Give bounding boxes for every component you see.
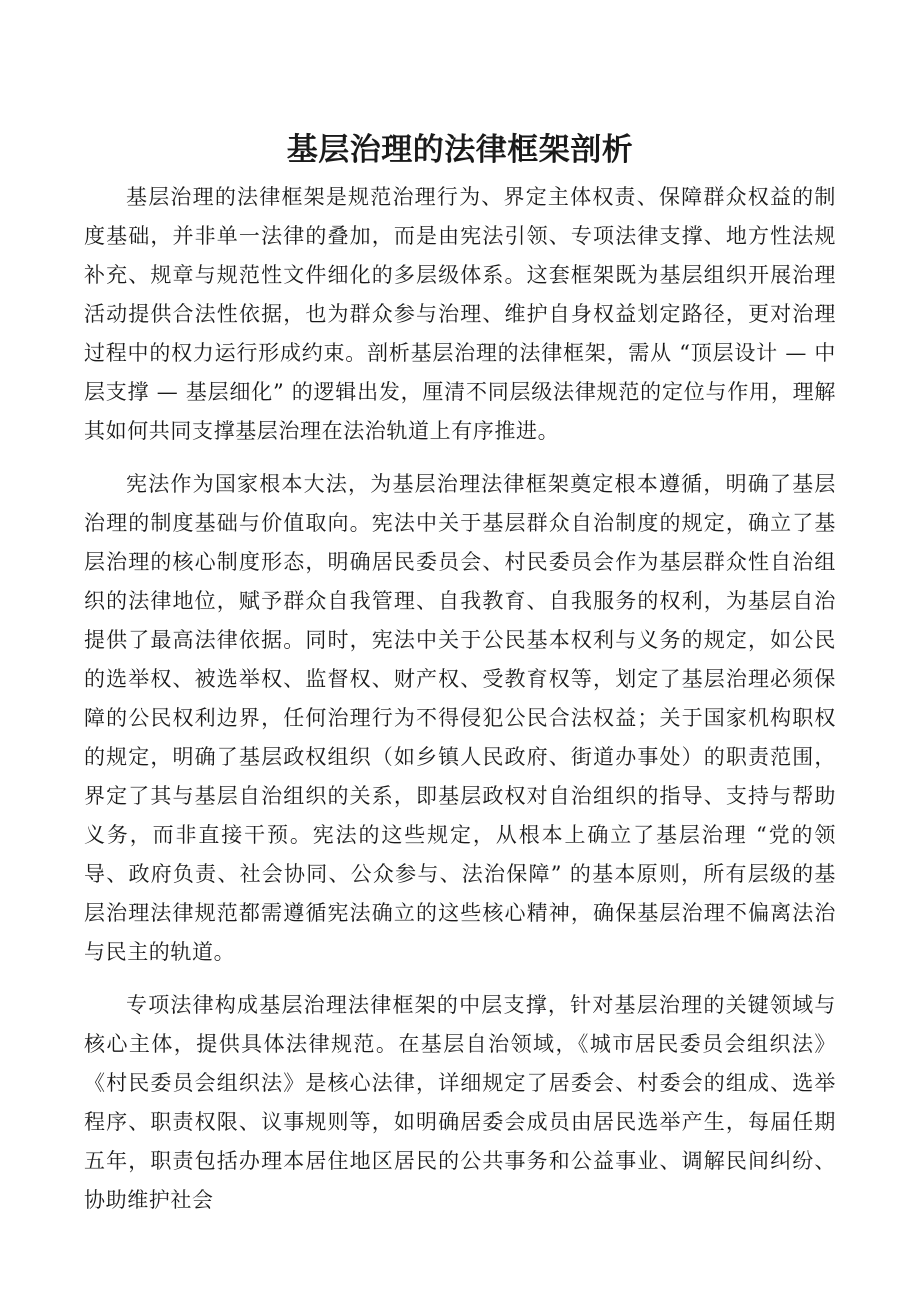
paragraph-constitution: 宪法作为国家根本大法，为基层治理法律框架奠定根本遵循，明确了基层治理的制度基础与价值取向。宪法中关于基层群众自治制度的规定，确立了基层治理的核心制度形态，明确居民委员会、村民委员会作为基层群众性自治组织的法律地位，赋予群众自我管理、自我教育、自我服务的权利，为基层自治提供了最高法律依据。同时，宪法中关于公民基本权利与义务的规定，如公民的选举权、被选举权、监督权、财产权、受教育权等，划定了基层治理必须保障的公民权利边界，任何治理行为不得侵犯公民合法权益；关于国家机构职权的规定，明确了基层政权组织（如乡镇人民政府、街道办事处）的职责范围，界定了其与基层自治组织的关系，即基层政权对自治组织的指导、支持与帮助义务，而非直接干预。宪法的这些规定，从根本上确立了基层治理 “党的领导、政府负责、社会协同、公众参与、法治保障” 的基本原则，所有层级的基层治理法律规范都需遵循宪法确立的这些核心精神，确保基层治理不偏离法治与民主的轨道。 bbox=[84, 472, 836, 964]
document-page bbox=[84, 128, 836, 1234]
paragraph-intro: 基层治理的法律框架是规范治理行为、界定主体权责、保障群众权益的制度基础，并非单一法律的叠加，而是由宪法引领、专项法律支撑、地方性法规补充、规章与规范性文件细化的多层级体系。这套框架既为基层组织开展治理活动提供合法性依据，也为群众参与治理、维护自身权益划定路径，更对治理过程中的权力运行形成约束。剖析基层治理的法律框架，需从 “顶层设计 — 中层支撑 — 基层细化” 的逻辑出发，厘清不同层级法律规范的定位与作用，理解其如何共同支撑基层治理在法治轨道上有序推进。 bbox=[84, 185, 836, 443]
paragraph-special-laws: 专项法律构成基层治理法律框架的中层支撑，针对基层治理的关键领域与核心主体，提供具体法律规范。在基层自治领域，《城市居民委员会组织法》《村民委员会组织法》是核心法律，详细规定了居委会、村委会的组成、选举程序、职责权限、议事规则等，如明确居委会成员由居民选举产生，每届任期五年，职责包括办理本居住地区居民的公共事务和公益事业、调解民间纠纷、协助维护社会 bbox=[84, 993, 836, 1212]
document-title: 基层治理的法律框架剖析 bbox=[286, 132, 634, 168]
